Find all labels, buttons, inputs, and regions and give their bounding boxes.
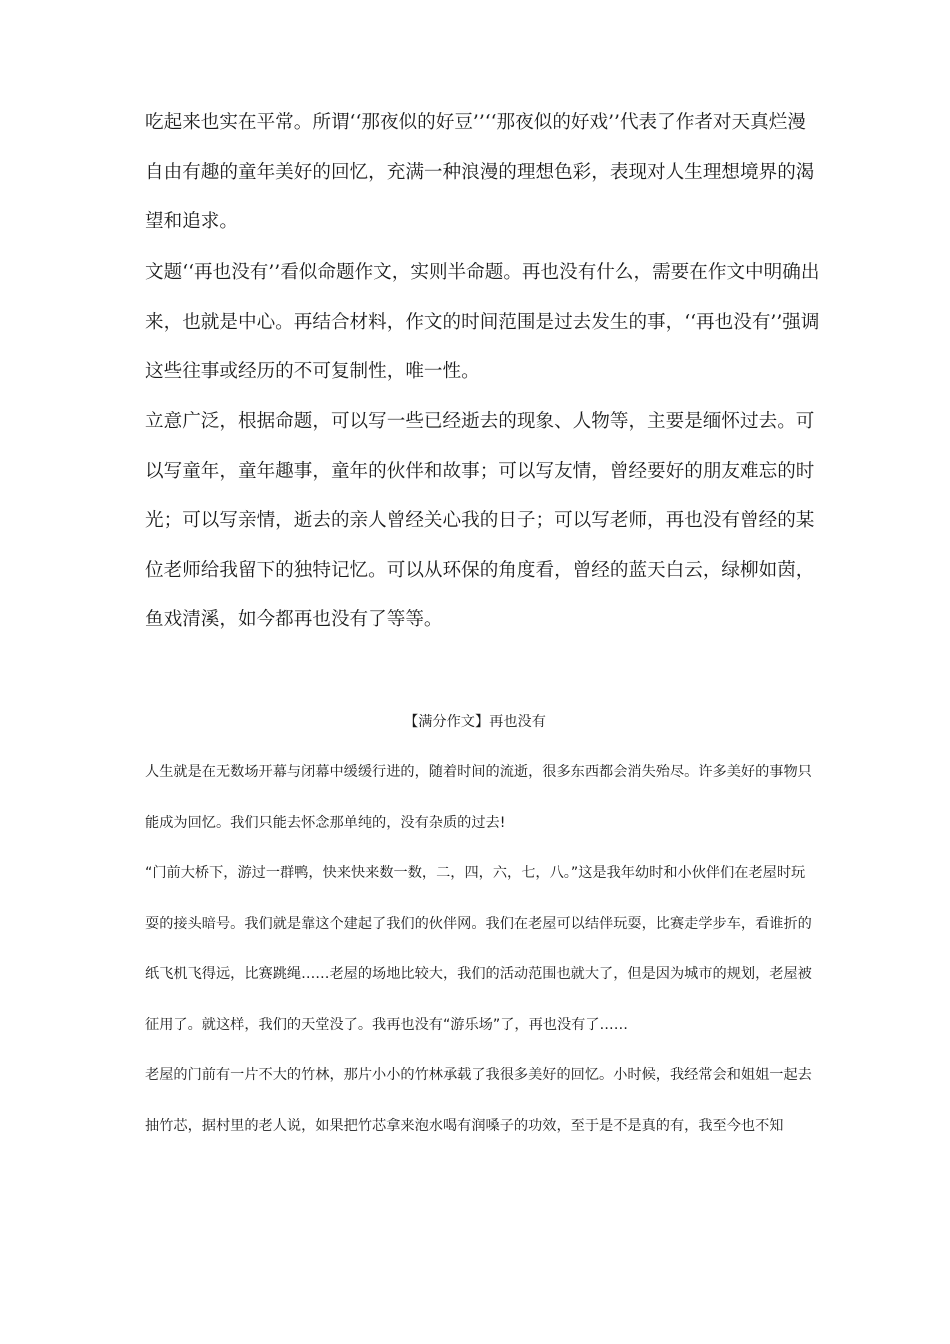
essay-paragraph-1: 人生就是在无数场开幕与闭幕中缓缓行进的，随着时间的流逝，很多东西都会消失殆尽。许多美好的事物只能成为回忆。我们只能去怀念那单纯的，没有杂质的过去! [145, 764, 812, 831]
analysis-paragraph-1: 吃起来也实在平常。所谓‘‘那夜似的好豆’’‘‘那夜似的好戏’’代表了作者对天真烂漫自由有趣的童年美好的回忆，充满一种浪漫的理想色彩，表现对人生理想境界的渴望和追求。 [145, 112, 815, 232]
essay-paragraph-2: “门前大桥下，游过一群鸭，快来快来数一数，二，四，六，七，八。”这是我年幼时和小伙伴们在老屋时玩耍的接头暗号。我们就是靠这个建起了我们的伙伴网。我们在老屋可以结伴玩耍，比赛走学步车，看谁折的纸飞机飞得远，比赛跳绳……老屋的场地比较大，我们的活动范围也就大了，但是因为城市的规划，老屋被征用了。就这样，我们的天堂没了。我再也没有“游乐场”了，再也没有了…… [145, 865, 812, 1033]
analysis-paragraph-2: 文题‘‘再也没有’’看似命题作文，实则半命题。再也没有什么，需要在作文中明确出来，也就是中心。再结合材料，作文的时间范围是过去发生的事，‘‘再也没有’’强调这些往事或经历的不可复制性，唯一性。 [145, 262, 820, 382]
essay-title: 【满分作文】再也没有 [404, 714, 546, 730]
analysis-paragraph-3: 立意广泛，根据命题，可以写一些已经逝去的现象、人物等，主要是缅怀过去。可以写童年，童年趣事，童年的伙伴和故事；可以写友情，曾经要好的朋友难忘的时光；可以写亲情，逝去的亲人曾经关心我的日子；可以写老师，再也没有曾经的某位老师给我留下的独特记忆。可以从环保的角度看，曾经的蓝天白云，绿柳如茵，鱼戏清溪，如今都再也没有了等等。 [145, 411, 815, 630]
essay-paragraph-3: 老屋的门前有一片不大的竹林，那片小小的竹林承载了我很多美好的回忆。小时候，我经常会和姐姐一起去抽竹芯，据村里的老人说，如果把竹芯拿来泡水喝有润嗓子的功效，至于是不是真的有，我至今也不知 [145, 1067, 812, 1134]
